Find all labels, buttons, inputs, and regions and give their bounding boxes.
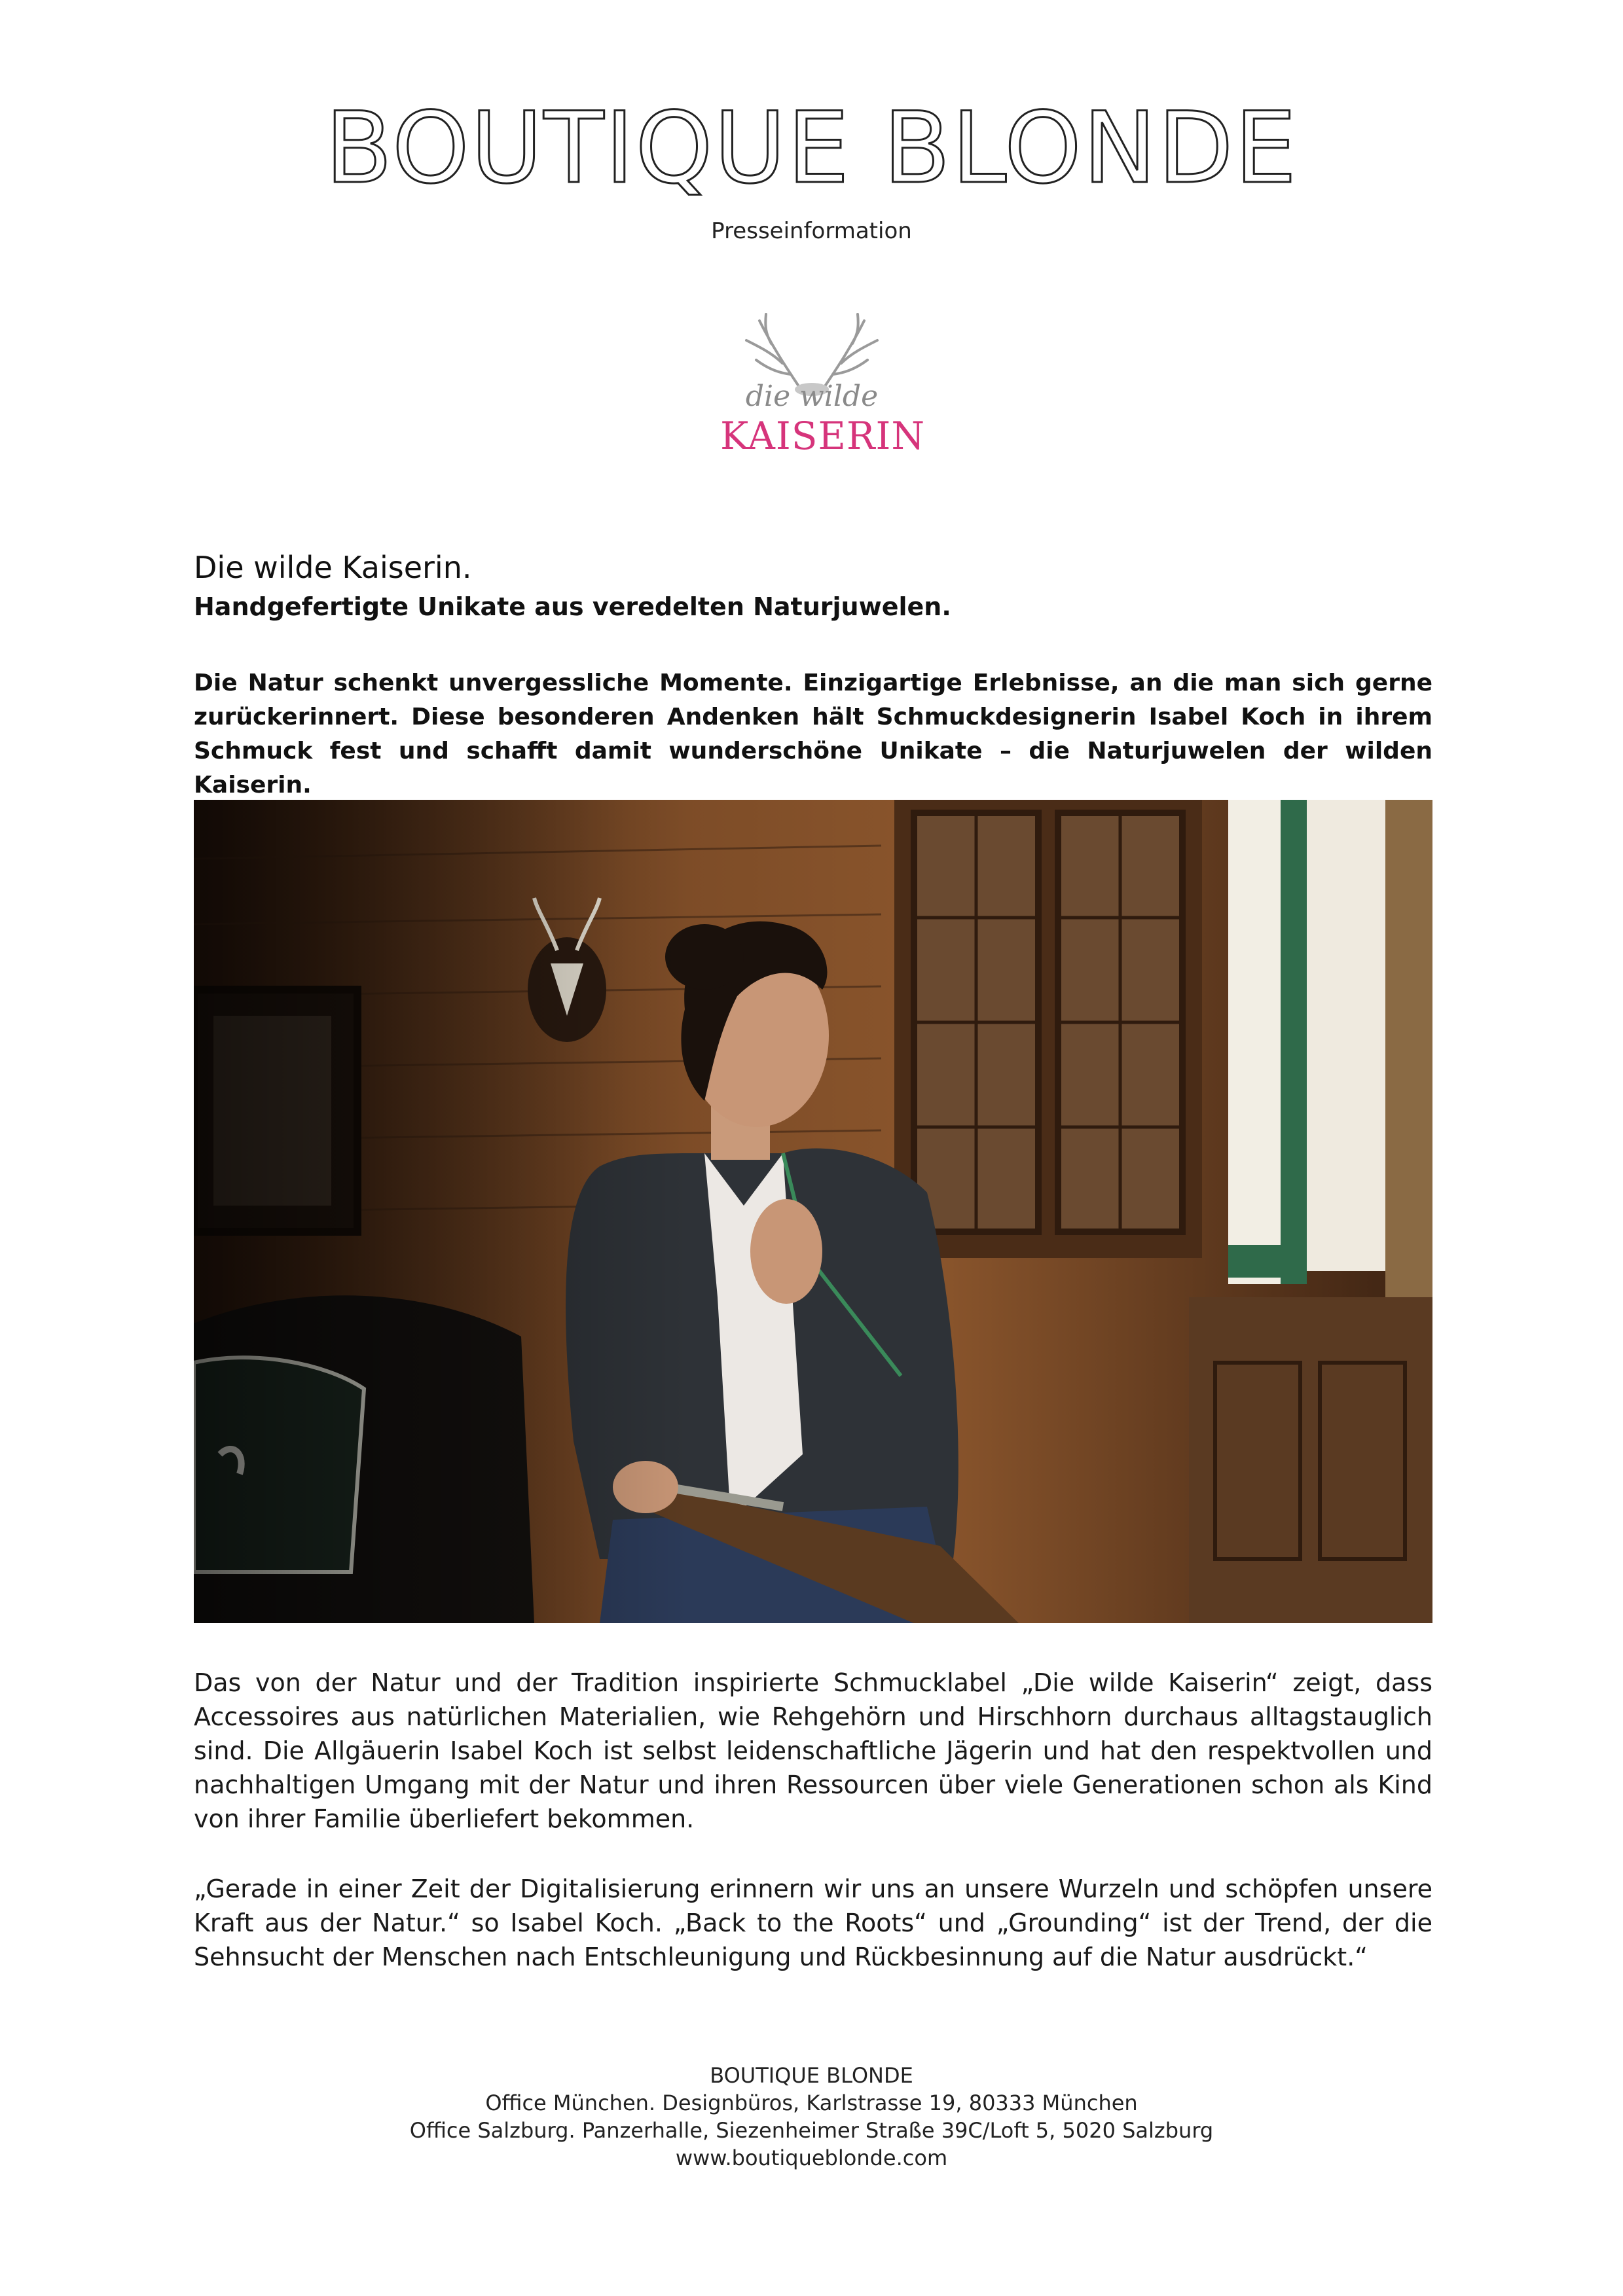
- article-subtitle: Handgefertigte Unikate aus veredelten Naturjuwelen.: [194, 592, 951, 621]
- footer-office-salzburg: Office Salzburg. Panzerhalle, Siezenheimer Straße 39C/Loft 5, 5020 Salzburg: [409, 2118, 1214, 2143]
- article-paragraph: Das von der Natur und der Tradition inspirierte Schmucklabel „Die wilde Kaiserin“ zeigt, dass Accessoires aus natürlichen Materialien, wie Rehgehörn und Hirschhorn durchaus alltagstauglich sind. Die Allgäuerin Isabel Koch ist selbst leidenschaftliche Jägerin und hat den respektvollen und nachhaltigen Umgang mit der Natur und ihren Ressourcen über viele Generationen schon als Kind von ihrer Familie überliefert bekommen.: [194, 1668, 1432, 1833]
- footer-website-link[interactable]: www.boutiqueblonde.com: [675, 2145, 948, 2170]
- footer: [0, 2062, 1623, 2172]
- footer-office-munich: Office München. Designbüros, Karlstrasse 19, 80333 München: [485, 2090, 1138, 2115]
- hero-photo: [194, 800, 1432, 1623]
- logo-script: die wilde: [745, 380, 879, 413]
- document-type: Presseinformation: [711, 218, 912, 244]
- logo-wordmark: KAISERIN: [720, 414, 926, 458]
- article-paragraph: „Gerade in einer Zeit der Digitalisierung erinnern wir uns an unsere Wurzeln und schöpfen unsere Kraft aus der Natur.“ so Isabel Koch. „Back to the Roots“ und „Grounding“ ist der Trend, der die Sehnsucht der Menschen nach Entschleunigung und Rückbesinnung auf die Natur ausdrückt.“: [194, 1874, 1432, 1971]
- article-lead: Die Natur schenkt unvergessliche Momente. Einzigartige Erlebnisse, an die man sich gerne zurückerinnert. Diese besonderen Andenken hält Schmuckdesignerin Isabel Koch in ihrem Schmuck fest und schafft damit wunderschöne Unikate – die Naturjuwelen der wilden Kaiserin.: [194, 670, 1432, 798]
- footer-company: BOUTIQUE BLONDE: [710, 2063, 913, 2088]
- article-title: Die wilde Kaiserin.: [194, 550, 472, 585]
- brand-title: BOUTIQUE BLONDE: [325, 92, 1298, 206]
